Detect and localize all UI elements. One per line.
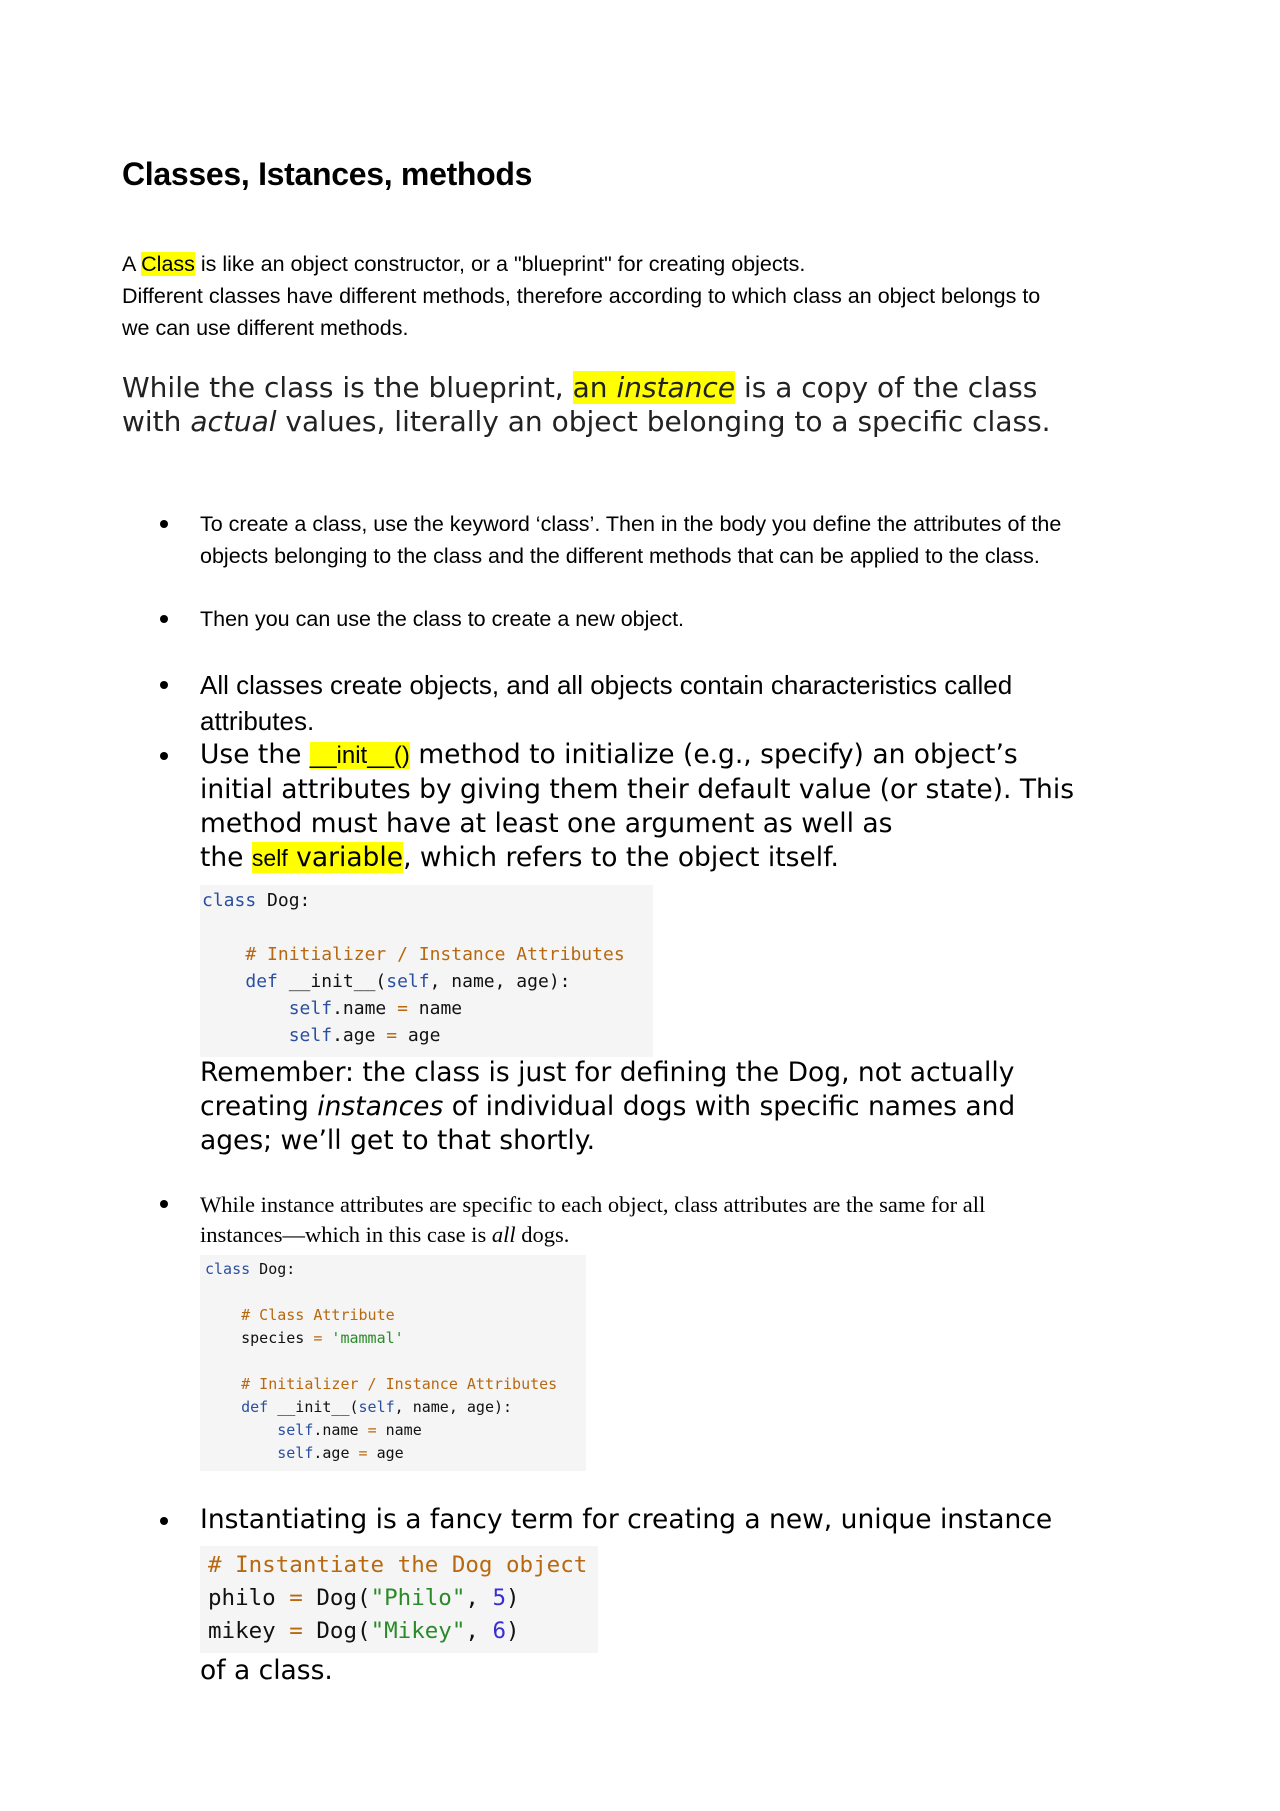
code-comment: # Instantiate the Dog object [208,1552,588,1578]
code-text: age [397,1025,441,1046]
code-operator: = [313,1329,323,1347]
code-operator: = [289,1585,303,1611]
code-text: , [465,1618,493,1644]
code-line-blank [205,1350,557,1373]
intro-line-3: we can use different methods. [122,316,409,340]
code-text: __init__( [277,971,387,992]
code-text: Dog: [250,1260,296,1278]
code-text: name [407,998,463,1019]
highlight-an-instance [573,371,735,404]
code-text: mikey [208,1618,290,1644]
instance-emphasis: instance [616,371,736,404]
code-operator: = [358,1444,368,1462]
bullet-text [200,1190,985,1250]
highlight-class: Class [141,252,195,276]
bullet-text-run: dogs. [515,1222,570,1247]
instance-text: is a copy of the class [735,371,1038,404]
code-text: .name [332,998,398,1019]
instance-line-2 [122,405,1051,439]
code-text: name [376,1421,422,1439]
highlight-self-variable [252,842,403,873]
bullet-text-run: , which refers to the object itself. [403,842,839,873]
bullet-line [200,1220,985,1250]
code-line-blank [205,1281,557,1304]
code-line [202,941,625,968]
bullet-text-run: Use the [200,739,310,770]
code-self: self [277,1444,314,1462]
bullet-text-run: method to initialize (e.g., specify) an object’s [409,739,1018,770]
code-keyword: def [241,1398,269,1416]
bullet-line: All classes create objects, and all objects contain characteristics called [200,670,1013,700]
code-text: Dog( [302,1618,371,1644]
bullet-line: Then you can use the class to create a new object. [200,607,685,631]
code-line [208,1615,587,1648]
code-string: 'mammal' [322,1329,404,1347]
code-text: .name [313,1421,368,1439]
code-line [205,1419,557,1442]
code-line [202,887,625,914]
instance-text: While the class is the blueprint, [122,371,573,404]
instantiating-continuation [200,1654,333,1688]
bullet-line: To create a class, use the keyword ‘class’. Then in the body you define the attributes of the [200,512,1062,536]
instance-text: an [572,371,617,404]
code-operator: = [397,998,408,1019]
bullet-icon [160,681,168,689]
code-self: self [358,1398,395,1416]
code-self: self [386,971,430,992]
code-line [202,968,625,995]
remember-text: creating [200,1091,318,1122]
bullet-line: While instance attributes are specific to each object, class attributes are the same for all [200,1192,986,1217]
code-number: 6 [492,1618,507,1644]
code-line [202,995,625,1022]
bullet-line [200,738,1074,773]
instances-emphasis: instances [317,1091,444,1122]
bullet-text-run: the [200,842,252,873]
code-line-blank [202,914,625,941]
code-string: "Mikey" [370,1618,466,1644]
code-block-class-attribute [200,1255,586,1471]
intro-line-1 [122,248,1142,280]
intro-paragraph [122,248,1142,344]
code-text: ) [506,1585,520,1611]
bullet-line: objects belonging to the class and the different methods that can be applied to the class. [200,544,1040,568]
code-block-instantiate [200,1546,598,1653]
bullet-text [200,603,684,635]
code-line [205,1373,557,1396]
code-line [205,1396,557,1419]
intro-text: is like an object constructor, or a "blueprint" for creating objects. [194,252,806,276]
bullet-icon [160,520,168,528]
instance-paragraph [122,371,1051,439]
bullet-line: method must have at least one argument as well as [200,808,893,839]
bullet-icon [160,615,168,623]
code-line [205,1304,557,1327]
intro-line-2: Different classes have different methods, therefore according to which class an object belongs to [122,284,1041,308]
code-number: 5 [492,1585,507,1611]
code-text: age [367,1444,404,1462]
code-self: self [288,1025,333,1046]
bullet-text [200,508,1061,572]
remember-line: Remember: the class is just for defining the Dog, not actually [200,1057,1015,1088]
code-text: philo [208,1585,290,1611]
remember-text: of individual dogs with specific names and [443,1091,1016,1122]
bullet-text-run: variable [287,842,404,873]
bullet-icon [160,752,168,760]
code-block-init [200,885,653,1057]
code-text: Dog( [302,1585,371,1611]
code-keyword: class [205,1260,251,1278]
all-emphasis: all [491,1222,516,1247]
code-self: self [288,998,333,1019]
code-operator: = [386,1025,398,1046]
code-text: species [241,1329,314,1347]
instance-text: with [122,405,191,438]
actual-emphasis: actual [190,405,277,438]
bullet-icon [160,1517,168,1525]
remember-line [200,1090,1015,1124]
code-text: .age [313,1444,359,1462]
remember-line: ages; we’ll get to that shortly. [200,1125,596,1156]
instance-text: values, literally an object belonging to a specific class. [276,405,1051,438]
code-text: , name, age): [394,1398,513,1416]
bullet-text-run: instances—which in this case is [200,1222,492,1247]
highlight-init: __init__() [309,742,410,769]
code-operator: = [289,1618,303,1644]
instance-line-1 [122,371,1051,405]
bullet-text [200,738,1074,875]
code-text: , name, age): [429,971,571,992]
code-line [205,1327,557,1350]
bullet-line: initial attributes by giving them their default value (or state). This [200,774,1075,805]
code-string: "Philo" [370,1585,466,1611]
code-line [205,1442,557,1465]
remember-paragraph [200,1056,1015,1158]
bullet-text [200,667,1012,739]
code-text: .age [332,1025,387,1046]
page-title: Classes, Istances, methods [122,156,533,192]
code-line [205,1258,557,1281]
bullet-line [200,841,1074,875]
code-text: __init__( [268,1398,359,1416]
code-text: ) [506,1618,520,1644]
code-operator: = [367,1421,377,1439]
code-keyword: class [202,890,257,911]
code-text: , [465,1585,493,1611]
bullet-line: of a class. [200,1655,333,1686]
code-comment: # Class Attribute [241,1306,395,1324]
bullet-line: Instantiating is a fancy term for creating a new, unique instance [200,1504,1053,1535]
code-self: self [277,1421,314,1439]
bullet-line: attributes. [200,706,315,736]
self-keyword: self [251,845,288,871]
code-keyword: def [245,971,278,992]
code-line [208,1549,587,1582]
code-comment: # Initializer / Instance Attributes [241,1375,558,1393]
code-comment: # Initializer / Instance Attributes [245,944,625,965]
code-text: Dog: [256,890,311,911]
code-line [202,1022,625,1049]
bullet-icon [160,1200,168,1208]
bullet-text [200,1503,1052,1537]
code-line [208,1582,587,1615]
intro-text: A [122,252,142,276]
